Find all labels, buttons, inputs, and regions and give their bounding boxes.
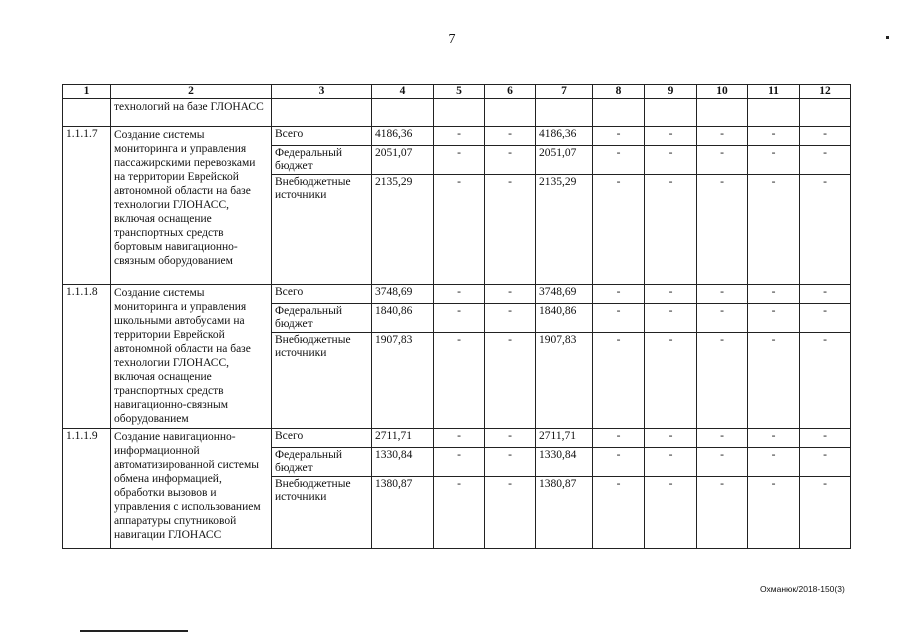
header-cell: 1 [63, 85, 111, 99]
dash-cell: - [697, 146, 748, 175]
activity-code-cell: 1.1.1.7 [63, 127, 111, 285]
header-cell: 4 [372, 85, 434, 99]
amount-cell: 1330,84 [536, 448, 593, 477]
continuation-row [63, 99, 851, 127]
amount-cell: 4186,36 [372, 127, 434, 146]
dash-cell: - [593, 333, 645, 429]
code-cell [63, 99, 111, 127]
header-cell: 8 [593, 85, 645, 99]
dash-cell: - [748, 175, 800, 285]
dash-cell: - [800, 285, 851, 304]
dash-cell: - [434, 304, 485, 333]
amount-cell: 2051,07 [372, 146, 434, 175]
funding-source-cell: Всего [272, 429, 372, 448]
funding-source-cell: Федеральный бюджет [272, 304, 372, 333]
dash-cell: - [645, 146, 697, 175]
empty-cell [593, 99, 645, 127]
table-row [63, 127, 851, 146]
dash-cell: - [434, 285, 485, 304]
header-cell: 10 [697, 85, 748, 99]
dash-cell: - [748, 333, 800, 429]
header-cell: 3 [272, 85, 372, 99]
header-cell: 7 [536, 85, 593, 99]
dash-cell: - [645, 304, 697, 333]
activity-name-cell: Создание навигационно-информационной автоматизированной системы обмена информацией, обработки вызовов и управления с использованием аппаратуры спутниковой навигации ГЛОНАСС [111, 429, 272, 549]
budget-table [62, 84, 851, 549]
amount-cell: 3748,69 [536, 285, 593, 304]
dash-cell: - [593, 285, 645, 304]
dash-cell: - [593, 477, 645, 549]
dash-cell: - [748, 285, 800, 304]
dash-cell: - [748, 146, 800, 175]
dash-cell: - [800, 146, 851, 175]
amount-cell: 1840,86 [372, 304, 434, 333]
header-row [63, 85, 851, 99]
dash-cell: - [697, 477, 748, 549]
empty-cell [372, 99, 434, 127]
funding-source-cell: Внебюджетные источники [272, 175, 372, 285]
dash-cell: - [800, 477, 851, 549]
empty-cell [645, 99, 697, 127]
dash-cell: - [434, 175, 485, 285]
amount-cell: 1380,87 [372, 477, 434, 549]
dash-cell: - [645, 429, 697, 448]
header-cell: 5 [434, 85, 485, 99]
table-row [63, 285, 851, 304]
dash-cell: - [645, 127, 697, 146]
dash-cell: - [697, 304, 748, 333]
header-cell: 11 [748, 85, 800, 99]
dash-cell: - [434, 477, 485, 549]
dash-cell: - [593, 127, 645, 146]
amount-cell: 3748,69 [372, 285, 434, 304]
dash-cell: - [485, 285, 536, 304]
dash-cell: - [593, 429, 645, 448]
empty-cell [272, 99, 372, 127]
dash-cell: - [697, 127, 748, 146]
amount-cell: 1330,84 [372, 448, 434, 477]
dash-cell: - [485, 333, 536, 429]
corner-mark [886, 36, 889, 39]
dash-cell: - [748, 127, 800, 146]
dash-cell: - [800, 127, 851, 146]
dash-cell: - [645, 175, 697, 285]
dash-cell: - [697, 448, 748, 477]
dash-cell: - [697, 333, 748, 429]
empty-cell [748, 99, 800, 127]
activity-name-cell: технологий на базе ГЛОНАСС [111, 99, 272, 127]
dash-cell: - [593, 175, 645, 285]
dash-cell: - [434, 429, 485, 448]
header-cell: 12 [800, 85, 851, 99]
dash-cell: - [434, 127, 485, 146]
dash-cell: - [697, 429, 748, 448]
document-code: Охманюк/2018-150(3) [760, 584, 845, 594]
dash-cell: - [800, 333, 851, 429]
activity-code-cell: 1.1.1.8 [63, 285, 111, 429]
page-number: 7 [448, 32, 456, 47]
dash-cell: - [593, 146, 645, 175]
amount-cell: 2135,29 [372, 175, 434, 285]
dash-cell: - [485, 127, 536, 146]
dash-cell: - [485, 448, 536, 477]
dash-cell: - [593, 304, 645, 333]
amount-cell: 2051,07 [536, 146, 593, 175]
dash-cell: - [645, 448, 697, 477]
amount-cell: 1380,87 [536, 477, 593, 549]
dash-cell: - [645, 285, 697, 304]
funding-source-cell: Внебюджетные источники [272, 333, 372, 429]
dash-cell: - [645, 477, 697, 549]
dash-cell: - [485, 429, 536, 448]
header-cell: 9 [645, 85, 697, 99]
dash-cell: - [434, 146, 485, 175]
dash-cell: - [485, 175, 536, 285]
footnote-separator [80, 630, 188, 632]
dash-cell: - [485, 146, 536, 175]
activity-name-cell: Создание системы мониторинга и управления пассажирскими перевозками на территории Еврейской автономной области на базе технологии ГЛОНАСС, включая оснащение транспортных средств бортовым навигационно-связным оборудованием [111, 127, 272, 285]
amount-cell: 1840,86 [536, 304, 593, 333]
activity-code-cell: 1.1.1.9 [63, 429, 111, 549]
dash-cell: - [800, 304, 851, 333]
empty-cell [536, 99, 593, 127]
activity-name-cell: Создание системы мониторинга и управления школьными автобусами на территории Еврейской автономной области на базе технологии ГЛОНАСС, включая оснащение транспортных средств навигационно-связным оборудованием [111, 285, 272, 429]
empty-cell [485, 99, 536, 127]
dash-cell: - [697, 285, 748, 304]
amount-cell: 1907,83 [372, 333, 434, 429]
funding-source-cell: Федеральный бюджет [272, 146, 372, 175]
dash-cell: - [434, 333, 485, 429]
table-row [63, 429, 851, 448]
header-cell: 6 [485, 85, 536, 99]
funding-source-cell: Федеральный бюджет [272, 448, 372, 477]
amount-cell: 4186,36 [536, 127, 593, 146]
funding-source-cell: Всего [272, 285, 372, 304]
header-cell: 2 [111, 85, 272, 99]
dash-cell: - [800, 175, 851, 285]
amount-cell: 2711,71 [372, 429, 434, 448]
funding-source-cell: Внебюджетные источники [272, 477, 372, 549]
empty-cell [434, 99, 485, 127]
dash-cell: - [748, 477, 800, 549]
dash-cell: - [485, 477, 536, 549]
dash-cell: - [800, 448, 851, 477]
dash-cell: - [485, 304, 536, 333]
dash-cell: - [748, 429, 800, 448]
dash-cell: - [800, 429, 851, 448]
amount-cell: 2135,29 [536, 175, 593, 285]
dash-cell: - [697, 175, 748, 285]
dash-cell: - [593, 448, 645, 477]
amount-cell: 1907,83 [536, 333, 593, 429]
dash-cell: - [748, 304, 800, 333]
empty-cell [697, 99, 748, 127]
dash-cell: - [645, 333, 697, 429]
dash-cell: - [434, 448, 485, 477]
amount-cell: 2711,71 [536, 429, 593, 448]
empty-cell [800, 99, 851, 127]
funding-source-cell: Всего [272, 127, 372, 146]
dash-cell: - [748, 448, 800, 477]
